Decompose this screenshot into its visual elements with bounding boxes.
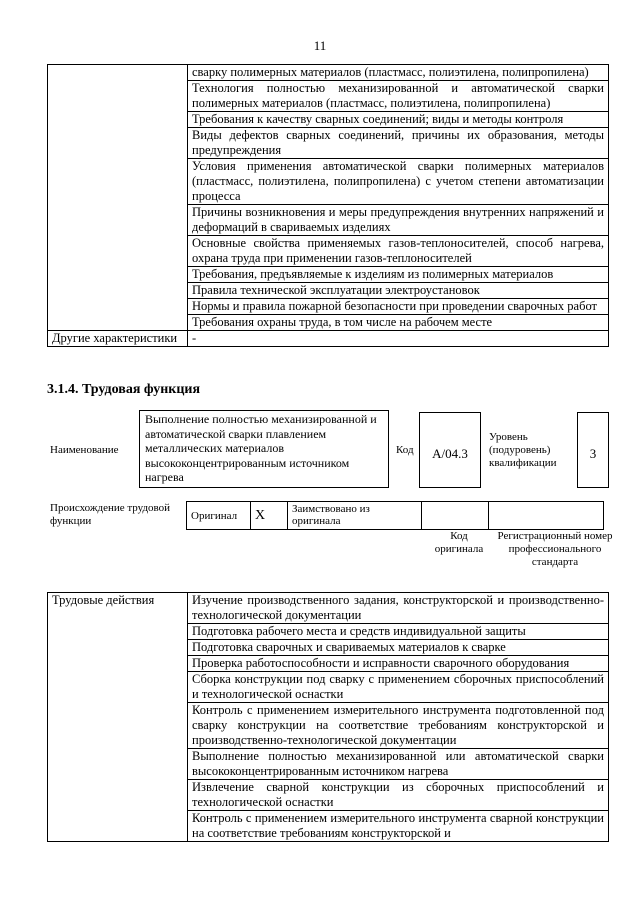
table-row bbox=[187, 502, 604, 530]
other-characteristics-label: Другие характеристики bbox=[48, 331, 188, 347]
origin-label: Происхождение трудовой функции bbox=[50, 502, 171, 527]
reg-caption: Регистрационный номер профессионального стандарта bbox=[497, 530, 613, 568]
origin-table bbox=[186, 501, 604, 530]
original-label: Оригинал bbox=[187, 502, 251, 530]
table-cell: Контроль с применением измерительного инструмента подготовленной под сварку конструкции на соответствие требованиям конструкторской и производственно-технологической документации bbox=[188, 703, 609, 749]
table-cell: Выполнение полностью механизированной или автоматической сварки высококонцентрированным источником нагрева bbox=[188, 749, 609, 780]
borrowed-label: Заимствовано из оригинала bbox=[288, 502, 422, 530]
table-cell: Основные свойства применяемых газов-теплоносителей, способ нагрева, охрана труда при применении газов-теплоносителей bbox=[188, 236, 609, 267]
function-level-box: 3 bbox=[577, 412, 609, 488]
table-cell: Причины возникновения и меры предупреждения внутренних напряжений и деформаций в свариваемых изделиях bbox=[188, 205, 609, 236]
table-cell: Подготовка рабочего места и средств индивидуальной защиты bbox=[188, 624, 609, 640]
code-label: Код bbox=[396, 444, 414, 456]
other-characteristics-value: - bbox=[188, 331, 609, 347]
table-cell: Требования, предъявляемые к изделиям из полимерных материалов bbox=[188, 267, 609, 283]
table-cell: Проверка работоспособности и исправности сварочного оборудования bbox=[188, 656, 609, 672]
labor-actions-table bbox=[47, 592, 609, 842]
table-cell: Контроль с применением измерительного инструмента сварной конструкции на соответствие требованиям конструкторской и bbox=[188, 811, 609, 842]
table-cell: Требования охраны труда, в том числе на рабочем месте bbox=[188, 315, 609, 331]
page-number: 11 bbox=[313, 38, 327, 53]
table-cell: Сборка конструкции под сварку с применением сборочных приспособлений и технологической оснастки bbox=[188, 672, 609, 703]
level-label: Уровень (подуровень) квалификации bbox=[489, 431, 557, 469]
original-code-cell bbox=[422, 502, 489, 530]
name-label: Наименование bbox=[50, 444, 119, 456]
labor-actions-label: Трудовые действия bbox=[48, 593, 188, 842]
table-label-cell bbox=[48, 65, 188, 331]
section-title: 3.1.4. Трудовая функция bbox=[47, 382, 201, 397]
code-caption: Код оригинала bbox=[434, 530, 484, 555]
function-name-box: Выполнение полностью механизированной и автоматической сварки плавлением металлических материалов высококонцентрированным источником нагрева bbox=[139, 410, 389, 488]
reg-number-cell bbox=[489, 502, 604, 530]
table-cell: Подготовка сварочных и свариваемых материалов к сварке bbox=[188, 640, 609, 656]
knowledge-table bbox=[47, 64, 609, 347]
table-cell: Нормы и правила пожарной безопасности при проведении сварочных работ bbox=[188, 299, 609, 315]
table-cell: сварку полимерных материалов (пластмасс, полиэтилена, полипропилена) bbox=[188, 65, 609, 81]
table-cell: Виды дефектов сварных соединений, причины их образования, методы предупреждения bbox=[188, 128, 609, 159]
table-cell: Технология полностью механизированной и автоматической сварки полимерных материалов (пластмасс, полиэтилена, полипропилена) bbox=[188, 81, 609, 112]
table-row bbox=[48, 593, 609, 624]
original-mark: X bbox=[251, 502, 288, 530]
table-row bbox=[48, 331, 609, 347]
table-cell: Условия применения автоматической сварки полимерных материалов (пластмасс, полиэтилена, полипропилена) с учетом степени автоматизации процесса bbox=[188, 159, 609, 205]
table-cell: Изучение производственного задания, конструкторской и производственно-технологической документации bbox=[188, 593, 609, 624]
function-code-box: А/04.3 bbox=[419, 412, 481, 488]
table-row bbox=[48, 65, 609, 81]
table-cell: Извлечение сварной конструкции из сборочных приспособлений и технологической оснастки bbox=[188, 780, 609, 811]
table-cell: Требования к качеству сварных соединений; виды и методы контроля bbox=[188, 112, 609, 128]
table-cell: Правила технической эксплуатации электроустановок bbox=[188, 283, 609, 299]
